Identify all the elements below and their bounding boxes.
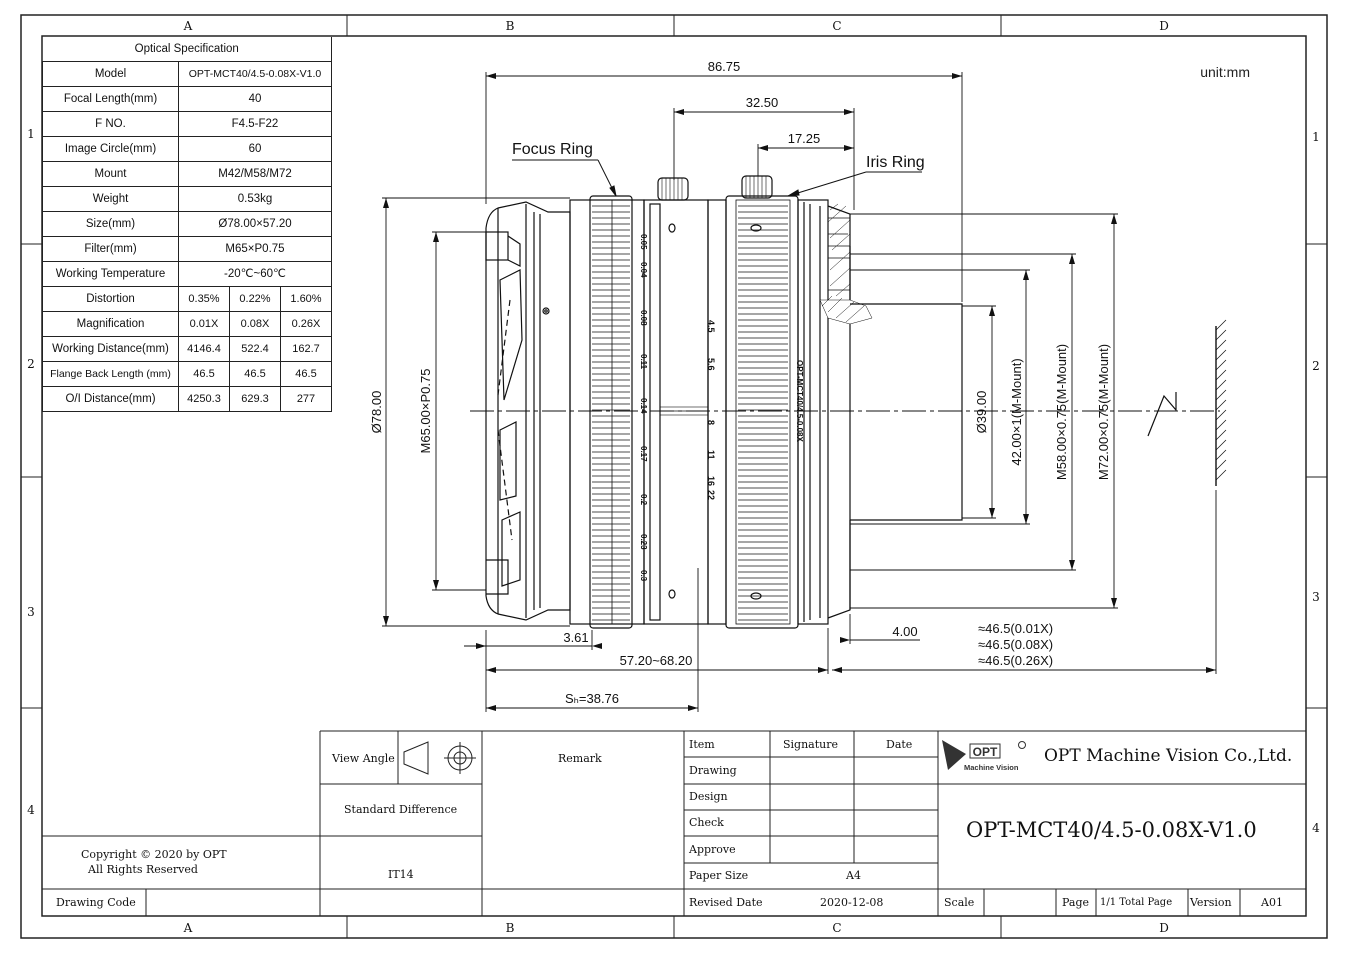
spec-value: M65×P0.75 [179, 237, 332, 262]
revised-date-label: Revised Date [689, 896, 763, 909]
signature-label: Signature [783, 738, 839, 751]
check-label: Check [689, 816, 724, 829]
standard-difference-label: Standard Difference [344, 803, 458, 816]
spec-value: 46.5 [230, 362, 281, 387]
mount-flange [828, 206, 850, 618]
iris-scale-mark: 11 [706, 450, 716, 460]
spec-table-row [43, 337, 332, 362]
zone-row-left-2: 2 [27, 357, 35, 371]
spec-value: 0.53kg [179, 187, 332, 212]
focus-ring-label: Focus Ring [512, 141, 593, 158]
hatch-line [1216, 470, 1226, 480]
iris-scale-mark: 5.6 [706, 358, 716, 371]
version-label: Version [1190, 896, 1232, 909]
zone-col-top-d: D [1159, 19, 1169, 33]
spec-table-title: Optical Specification [43, 37, 332, 62]
pages-count: 1/1 [1100, 897, 1117, 908]
dim-flange-back-2: ≈46.5(0.08X) [978, 637, 1054, 652]
spec-label: Image Circle(mm) [43, 137, 179, 162]
unit-label: unit:mm [1200, 64, 1250, 80]
rights-text: All Rights Reserved [88, 863, 198, 876]
rear-tube [850, 304, 962, 520]
focus-scale-mark: 0.3 [639, 570, 648, 582]
iris-knurl-ring [726, 196, 798, 628]
dim-filter-thread: M65.00×P0.75 [418, 368, 433, 454]
logo-text: OPT [972, 745, 998, 759]
spec-label: Mount [43, 162, 179, 187]
remark-label: Remark [558, 752, 602, 765]
part-number: OPT-MCT40/4.5-0.08X-V1.0 [966, 818, 1257, 842]
dim-mount-m58: M58.00×0.75(M-Mount) [1054, 343, 1069, 481]
logo-subtext: Machine Vision [964, 763, 1019, 772]
dim-flange-back-3: ≈46.5(0.26X) [978, 653, 1054, 668]
hatch-line [1216, 450, 1226, 460]
iris-lock-screw [742, 176, 772, 198]
date-label: Date [886, 738, 913, 751]
break-symbol [1148, 392, 1176, 436]
hatch-line [1216, 340, 1226, 350]
spec-table-row [43, 312, 332, 337]
spec-value: F4.5-F22 [179, 112, 332, 137]
approve-label: Approve [689, 843, 736, 856]
spec-table-row [43, 187, 332, 212]
spec-label: Magnification [43, 312, 179, 337]
view-angle-label: View Angle [332, 752, 395, 765]
hatch-line [1216, 420, 1226, 430]
dim-sh: Sₕ=38.76 [564, 691, 620, 706]
spec-value: 277 [281, 387, 332, 412]
hatch-line [1216, 370, 1226, 380]
dim-overall-length: 86.75 [707, 59, 741, 74]
iris-ring-label: Iris Ring [866, 154, 925, 171]
spec-value: 162.7 [281, 337, 332, 362]
spec-table-row [43, 237, 332, 262]
optical-spec-table [42, 37, 332, 412]
revised-date-value: 2020-12-08 [820, 896, 884, 909]
hatch-line [1216, 410, 1226, 420]
iris-ring [708, 200, 726, 624]
hatch-line [1216, 380, 1226, 390]
spec-label: Filter(mm) [43, 237, 179, 262]
paper-size-value: A4 [846, 869, 861, 882]
copyright-text: Copyright © 2020 by OPT [81, 848, 227, 861]
hatch-line [1216, 460, 1226, 470]
hatch-line [1216, 440, 1226, 450]
spec-value: 46.5 [281, 362, 332, 387]
iris-scale-mark: 16 [706, 476, 716, 487]
spec-value: 629.3 [230, 387, 281, 412]
focus-scale-mark: 0.2 [639, 494, 648, 506]
image-plane-hatch [1216, 320, 1226, 480]
focus-scale-mark: 0.11 [639, 354, 648, 370]
focus-ring [570, 200, 644, 624]
spec-value: 0.08X [230, 312, 281, 337]
spec-table-row [43, 362, 332, 387]
paper-size-label: Paper Size [689, 869, 749, 882]
callouts [512, 160, 922, 196]
version-value: A01 [1261, 896, 1283, 909]
spec-label: F NO. [43, 112, 179, 137]
total-page-label: Total Page [1119, 897, 1173, 908]
spec-value: M42/M58/M72 [179, 162, 332, 187]
it-grade: IT14 [388, 868, 414, 881]
scale-ring [644, 200, 708, 624]
dim-mount-flange: 4.00 [892, 624, 918, 639]
dim-mount-m42: 42.00×1(M-Mount) [1009, 358, 1024, 466]
zone-col-bottom-b: B [505, 921, 515, 935]
spec-table-row [43, 87, 332, 112]
spec-value: 4146.4 [179, 337, 230, 362]
drawing-code-label: Drawing Code [56, 896, 136, 909]
company-name: OPT Machine Vision Co.,Ltd. [1044, 746, 1293, 766]
spec-label: Distortion [43, 287, 179, 312]
dim-iris-offset: 17.25 [787, 131, 821, 146]
spec-value: 46.5 [179, 362, 230, 387]
spec-table-row [43, 387, 332, 412]
dim-flange-back-1: ≈46.5(0.01X) [978, 621, 1054, 636]
focus-scale-mark: 0.05 [639, 234, 648, 250]
spec-label: O/I Distance(mm) [43, 387, 179, 412]
spec-value: 522.4 [230, 337, 281, 362]
zone-col-top-c: C [832, 19, 842, 33]
focus-scale-mark: 0.17 [639, 446, 648, 462]
view-angle-trapezoid [404, 742, 428, 774]
focus-scale-mark: 0.08 [639, 310, 648, 326]
dim-outer-diameter: Ø78.00 [369, 390, 384, 434]
spec-value: Ø78.00×57.20 [179, 212, 332, 237]
spec-value: 0.35% [179, 287, 230, 312]
spec-label: Working Distance(mm) [43, 337, 179, 362]
spec-value: 1.60% [281, 287, 332, 312]
spec-value: 40 [179, 87, 332, 112]
zone-row-right-3: 3 [1312, 590, 1320, 604]
spec-value: 60 [179, 137, 332, 162]
dim-ring-span: 32.50 [745, 95, 779, 110]
lens-drawing [470, 176, 1226, 628]
zone-col-bottom-d: D [1159, 921, 1169, 935]
zone-col-bottom-c: C [832, 921, 842, 935]
hatch-line [1216, 430, 1226, 440]
spec-value: OPT-MCT40/4.5-0.08X-V1.0 [179, 62, 332, 87]
spec-table-row [43, 137, 332, 162]
hatch-line [1216, 400, 1226, 410]
spec-label: Working Temperature [43, 262, 179, 287]
dimension-labels [369, 59, 1111, 706]
spec-value: 0.26X [281, 312, 332, 337]
focus-lock-screw [658, 178, 688, 200]
dim-length-range: 57.20~68.20 [619, 653, 693, 668]
dim-front-step: 3.61 [563, 630, 589, 645]
spec-table-row [43, 212, 332, 237]
iris-scale-mark: 4.5 [706, 320, 716, 333]
pages-value [1100, 897, 1172, 908]
spec-value: 4250.3 [179, 387, 230, 412]
hatch-line [1216, 360, 1226, 370]
iris-scale-mark: 22 [706, 490, 716, 501]
design-label: Design [689, 790, 728, 803]
hatch-line [1216, 330, 1226, 340]
spec-label: Size(mm) [43, 212, 179, 237]
spec-table-row [43, 287, 332, 312]
hatch-line [1216, 350, 1226, 360]
zone-row-right-1: 1 [1312, 130, 1320, 144]
iris-scale-mark: 8 [706, 420, 716, 426]
spec-label: Model [43, 62, 179, 87]
hatch-line [1216, 320, 1226, 330]
spec-label: Flange Back Length (mm) [43, 362, 179, 387]
focus-scale-mark: 0.04 [639, 262, 648, 278]
zone-row-left-3: 3 [27, 605, 35, 619]
hatch-line [1216, 390, 1226, 400]
dim-mount-m72: M72.00×0.75(M-Mount) [1096, 343, 1111, 481]
spec-value: 0.01X [179, 312, 230, 337]
page-label: Page [1062, 896, 1090, 909]
zone-row-right-4: 4 [1312, 821, 1320, 835]
zone-col-top-a: A [183, 19, 193, 33]
dim-rear-bore: Ø39.00 [974, 390, 989, 434]
scale-label: Scale [944, 896, 975, 909]
zone-row-left-1: 1 [27, 127, 35, 141]
drawing-label: Drawing [689, 764, 737, 777]
spec-table-row [43, 262, 332, 287]
spec-value: -20℃~60℃ [179, 262, 332, 287]
focus-scale-mark: 0.23 [639, 534, 648, 550]
spec-table-row [43, 162, 332, 187]
spec-table-row [43, 62, 332, 87]
focus-scale-mark: 0.14 [639, 398, 648, 414]
spec-value: 0.22% [230, 287, 281, 312]
item-label: Item [689, 738, 715, 751]
spec-table-row [43, 112, 332, 137]
zone-row-right-2: 2 [1312, 359, 1320, 373]
zone-col-top-b: B [505, 19, 515, 33]
spec-label: Weight [43, 187, 179, 212]
zone-col-bottom-a: A [183, 921, 193, 935]
zone-row-left-4: 4 [27, 803, 35, 817]
company-logo [942, 740, 1026, 772]
lens-engraving: OPT-MCT40/4.5-0.08X [795, 360, 804, 442]
spec-label: Focal Length(mm) [43, 87, 179, 112]
